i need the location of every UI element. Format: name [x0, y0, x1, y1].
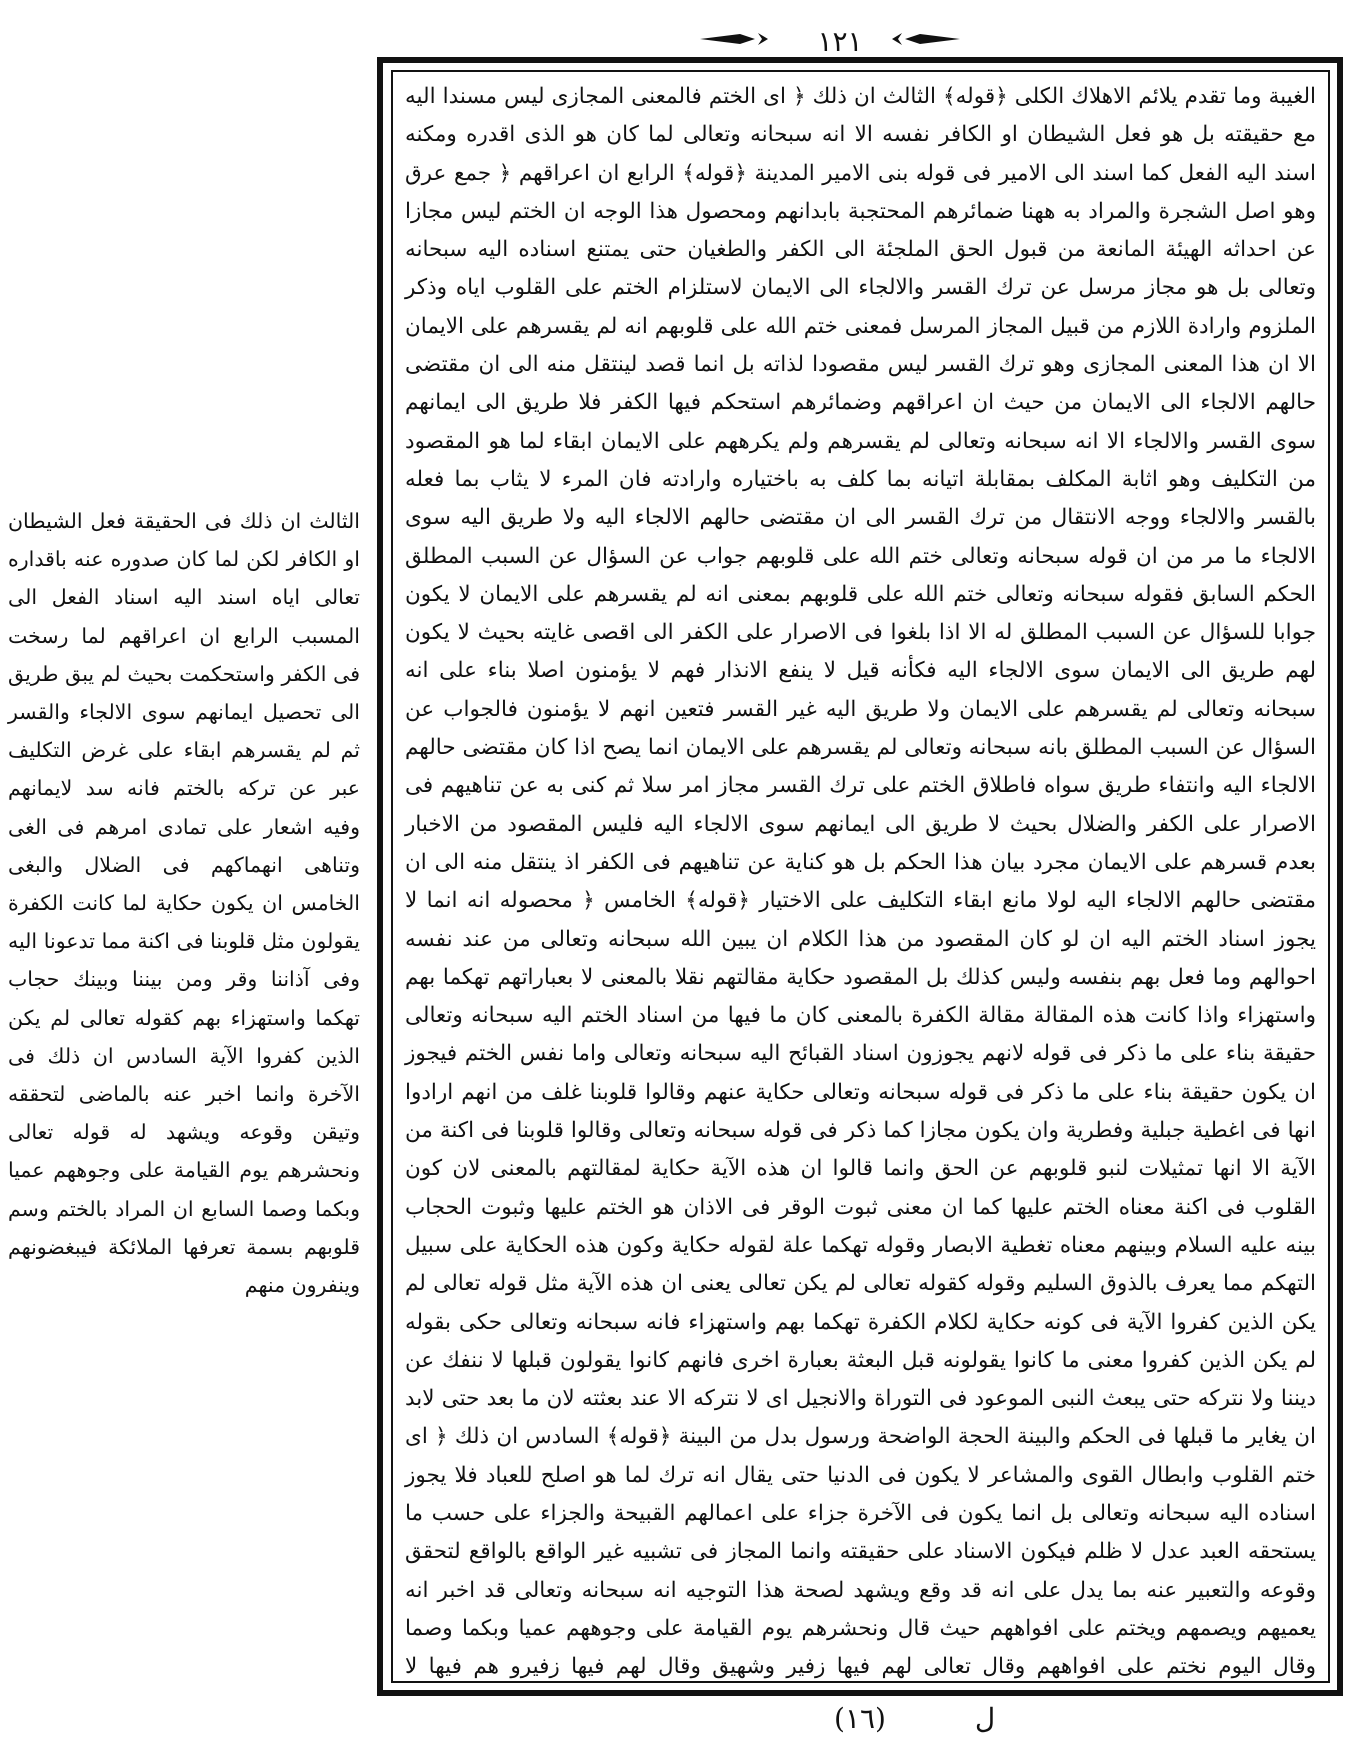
main-commentary-text: [405, 78, 1317, 1680]
main-paragraph: الغيبة وما تقدم يلائم الاهلاك الكلى ﴿قوله﴾ الثالث ان ذلك ﴿ اى الختم فالمعنى المجازى ليس مسندا اليه مع حقيقته بل هو فعل الشيطان او الكافر نفسه الا انه سبحانه وتعالى لما كان هو الذى اقدره ومكنه اسند اليه الفعل كما اسند الى الامير فى قوله بنى الامير المدينة ﴿قوله﴾ الرابع ان اعراقهم ﴿ جمع عرق وهو اصل الشجرة والمراد به ههنا ضمائرهم المحتجبة بابدانهم ومحصول هذا الوجه ان الختم ليس مجازا عن احداثه الهيئة المانعة من قبول الحق الملجئة الى الكفر والطغيان حتى يمتنع اسناده اليه سبحانه وتعالى بل هو مجاز مرسل عن ترك القسر والالجاء الى الايمان لاستلزام الختم على القلوب اياه وذكر الملزوم وارادة اللازم من قبيل المجاز المرسل فمعنى ختم الله على قلوبهم انه لم يقسرهم على الايمان الا ان هذا المعنى المجازى وهو ترك القسر ليس مقصودا لذاته بل انما قصد لينتقل منه الى ان مقتضى حالهم الالجاء الى الايمان من حيث ان اعراقهم وضمائرهم استحكم فيها الكفر فلا طريق الى ايمانهم سوى القسر والالجاء الا انه سبحانه وتعالى لم يقسرهم ولم يكرههم على الايمان ابقاء لما هو المقصود من التكليف وهو اثابة المكلف بمقابلة اتيانه بما كلف به باختياره وارادته فان المرء لا يثاب بما فعله بالقسر والالجاء ووجه الانتقال من ترك القسر الى ان مقتضى حالهم الالجاء اليه ولا طريق اليه سوى الالجاء ما مر من ان قوله سبحانه وتعالى ختم الله على قلوبهم جواب عن السؤال عن السبب المطلق الحكم السابق فقوله سبحانه وتعالى ختم الله على قلوبهم بمعنى انه لم يقسرهم على الايمان لا يكون جوابا للسؤال عن السبب المطلق له الا اذا بلغوا فى الاصرار على الكفر الى اقصى غايته بحيث لا يكون لهم طريق الى الايمان سوى الالجاء اليه فكأنه قيل لا ينفع الانذار فهم لا يؤمنون اصلا بناء على انه سبحانه وتعالى لم يقسرهم على الايمان ولا طريق اليه غير القسر فتعين انهم لا يؤمنون فالجواب عن السؤال عن السبب المطلق بانه سبحانه وتعالى لم يقسرهم على الايمان انما يصح اذا كان مقتضى حالهم الالجاء اليه وانتفاء طريق سواه فاطلاق الختم على ترك القسر مجاز امر سلا ثم كنى به عن تناهيهم فى الاصرار على الكفر والضلال بحيث لا طريق الى ايمانهم سوى الالجاء اليه فليس المقصود من الاخبار بعدم قسرهم على الايمان مجرد بيان هذا الحكم بل هو كناية عن تناهيهم فى الكفر اذ ينتقل منه الى ان مقتضى حالهم الالجاء اليه لولا مانع ابقاء التكليف على الاختيار ﴿قوله﴾ الخامس ﴿ محصوله انه انما لا يجوز اسناد الختم اليه ان لو كان المقصود من هذا الكلام ان يبين الله سبحانه وتعالى من عند نفسه احوالهم وما فعل بهم بنفسه وليس كذلك بل المقصود حكاية مقالتهم نقلا بالمعنى لا بعباراتهم تهكما بهم واستهزاء واذا كانت هذه المقالة مقالة الكفرة بالمعنى كان ما فيها من اسناد الختم اليه سبحانه وتعالى حقيقة بناء على ما ذكر فى قوله لانهم يجوزون اسناد القبائح اليه سبحانه وتعالى واما نفس الختم فيجوز ان يكون حقيقة بناء على ما ذكر فى قوله سبحانه وتعالى حكاية عنهم وقالوا قلوبنا غلف من انهم ارادوا انها فى اغطية جبلية وفطرية وان يكون مجازا كما ذكر فى قوله سبحانه وتعالى وقالوا قلوبنا فى اكنة من الآية الا انها تمثيلات لنبو قلوبهم عن الحق وانما قالوا ان هذه الآية حكاية لمقالتهم بالمعنى لان كون القلوب فى اكنة معناه الختم عليها كما ان معنى ثبوت الوقر فى الاذان هو الختم عليها وثبوت الحجاب بينه عليه السلام وبينهم معناه تغطية الابصار وقوله تهكما علة لقوله حكاية وكون هذه الحكاية على سبيل التهكم مما يعرف بالذوق السليم وقوله كقوله تعالى لم يكن تعالى يعنى ان هذه الآية مثل قوله تعالى لم يكن الذين كفروا الآية فى كونه حكاية لكلام الكفرة تهكما بهم واستهزاء فانه سبحانه وتعالى حكى بقوله لم يكن الذين كفروا معنى ما كانوا يقولونه قبل البعثة بعبارة اخرى فانهم كانوا يقولون قبلها لا ننفك عن ديننا ولا نتركه حتى يبعث النبى الموعود فى التوراة والانجيل اى لا نتركه الا عند بعثته لان ما بعد حتى لابد ان يغاير ما قبلها فى الحكم والبينة الحجة الواضحة ورسول بدل من البينة ﴿قوله﴾ السادس ان ذلك ﴿ اى ختم القلوب وابطال القوى والمشاعر لا يكون فى الدنيا حتى يقال انه ترك لما هو اصلح للعباد فلا يجوز اسناده اليه سبحانه وتعالى بل انما يكون فى الآخرة جزاء على اعمالهم القبيحة والجزاء على حسب ما يستحقه العبد عدل لا ظلم فيكون الاسناد على حقيقته وانما المجاز فى تشبيه غير الواقع بالواقع لتحقق وقوعه والتعبير عنه بما يدل على انه قد وقع ويشهد لصحة هذا التوجيه انه سبحانه وتعالى قد اخبر انه يعميهم ويصمهم ويختم على افواههم حيث قال ونحشرهم يوم القيامة على وجوههم عميا وبكما وصما وقال اليوم نختم على افواههم وقال تعالى لهم فيها زفير وشهيق وقال لهم فيها زفيرو هم فيها لا: [405, 84, 1317, 1680]
margin-note: الثالث ان ذلك فى الحقيقة فعل الشيطان او الكافر لكن لما كان صدوره عنه باقداره تعالى اياه اسند اليه اسناد الفعل الى المسبب الرابع ان اعراقهم لما رسخت فى الكفر واستحكمت بحيث لم يبق طريق الى تحصيل ايمانهم سوى الالجاء والقسر ثم لم يقسرهم ابقاء على غرض التكليف عبر عن تركه بالختم فانه سد لايمانهم وفيه اشعار على تمادى امرهم فى الغى وتناهى انهماكهم فى الضلال والبغى الخامس ان يكون حكاية لما كانت الكفرة يقولون مثل قلوبنا فى اكنة مما تدعونا اليه وفى آذاننا وقر ومن بيننا وبينك حجاب تهكما واستهزاء بهم كقوله تعالى لم يكن الذين كفروا الآية السادس ان ذلك فى الآخرة وانما اخبر عنه بالماضى لتحققه وتيقن وقوعه ويشهد له قوله تعالى ونحشرهم يوم القيامة على وجوههم عميا وبكما وصما السابع ان المراد بالختم وسم قلوبهم بسمة تعرفها الملائكة فيبغضونهم وينفرون منهم: [8, 509, 360, 1298]
ornament-right-icon: [890, 31, 960, 47]
page-frame-inner: [391, 70, 1330, 1683]
signature-mark: (١٦): [834, 1702, 886, 1735]
footer-letter: ل: [974, 1702, 996, 1735]
ornament-left-icon: [700, 31, 770, 47]
page-number: ١٢١: [817, 25, 863, 58]
